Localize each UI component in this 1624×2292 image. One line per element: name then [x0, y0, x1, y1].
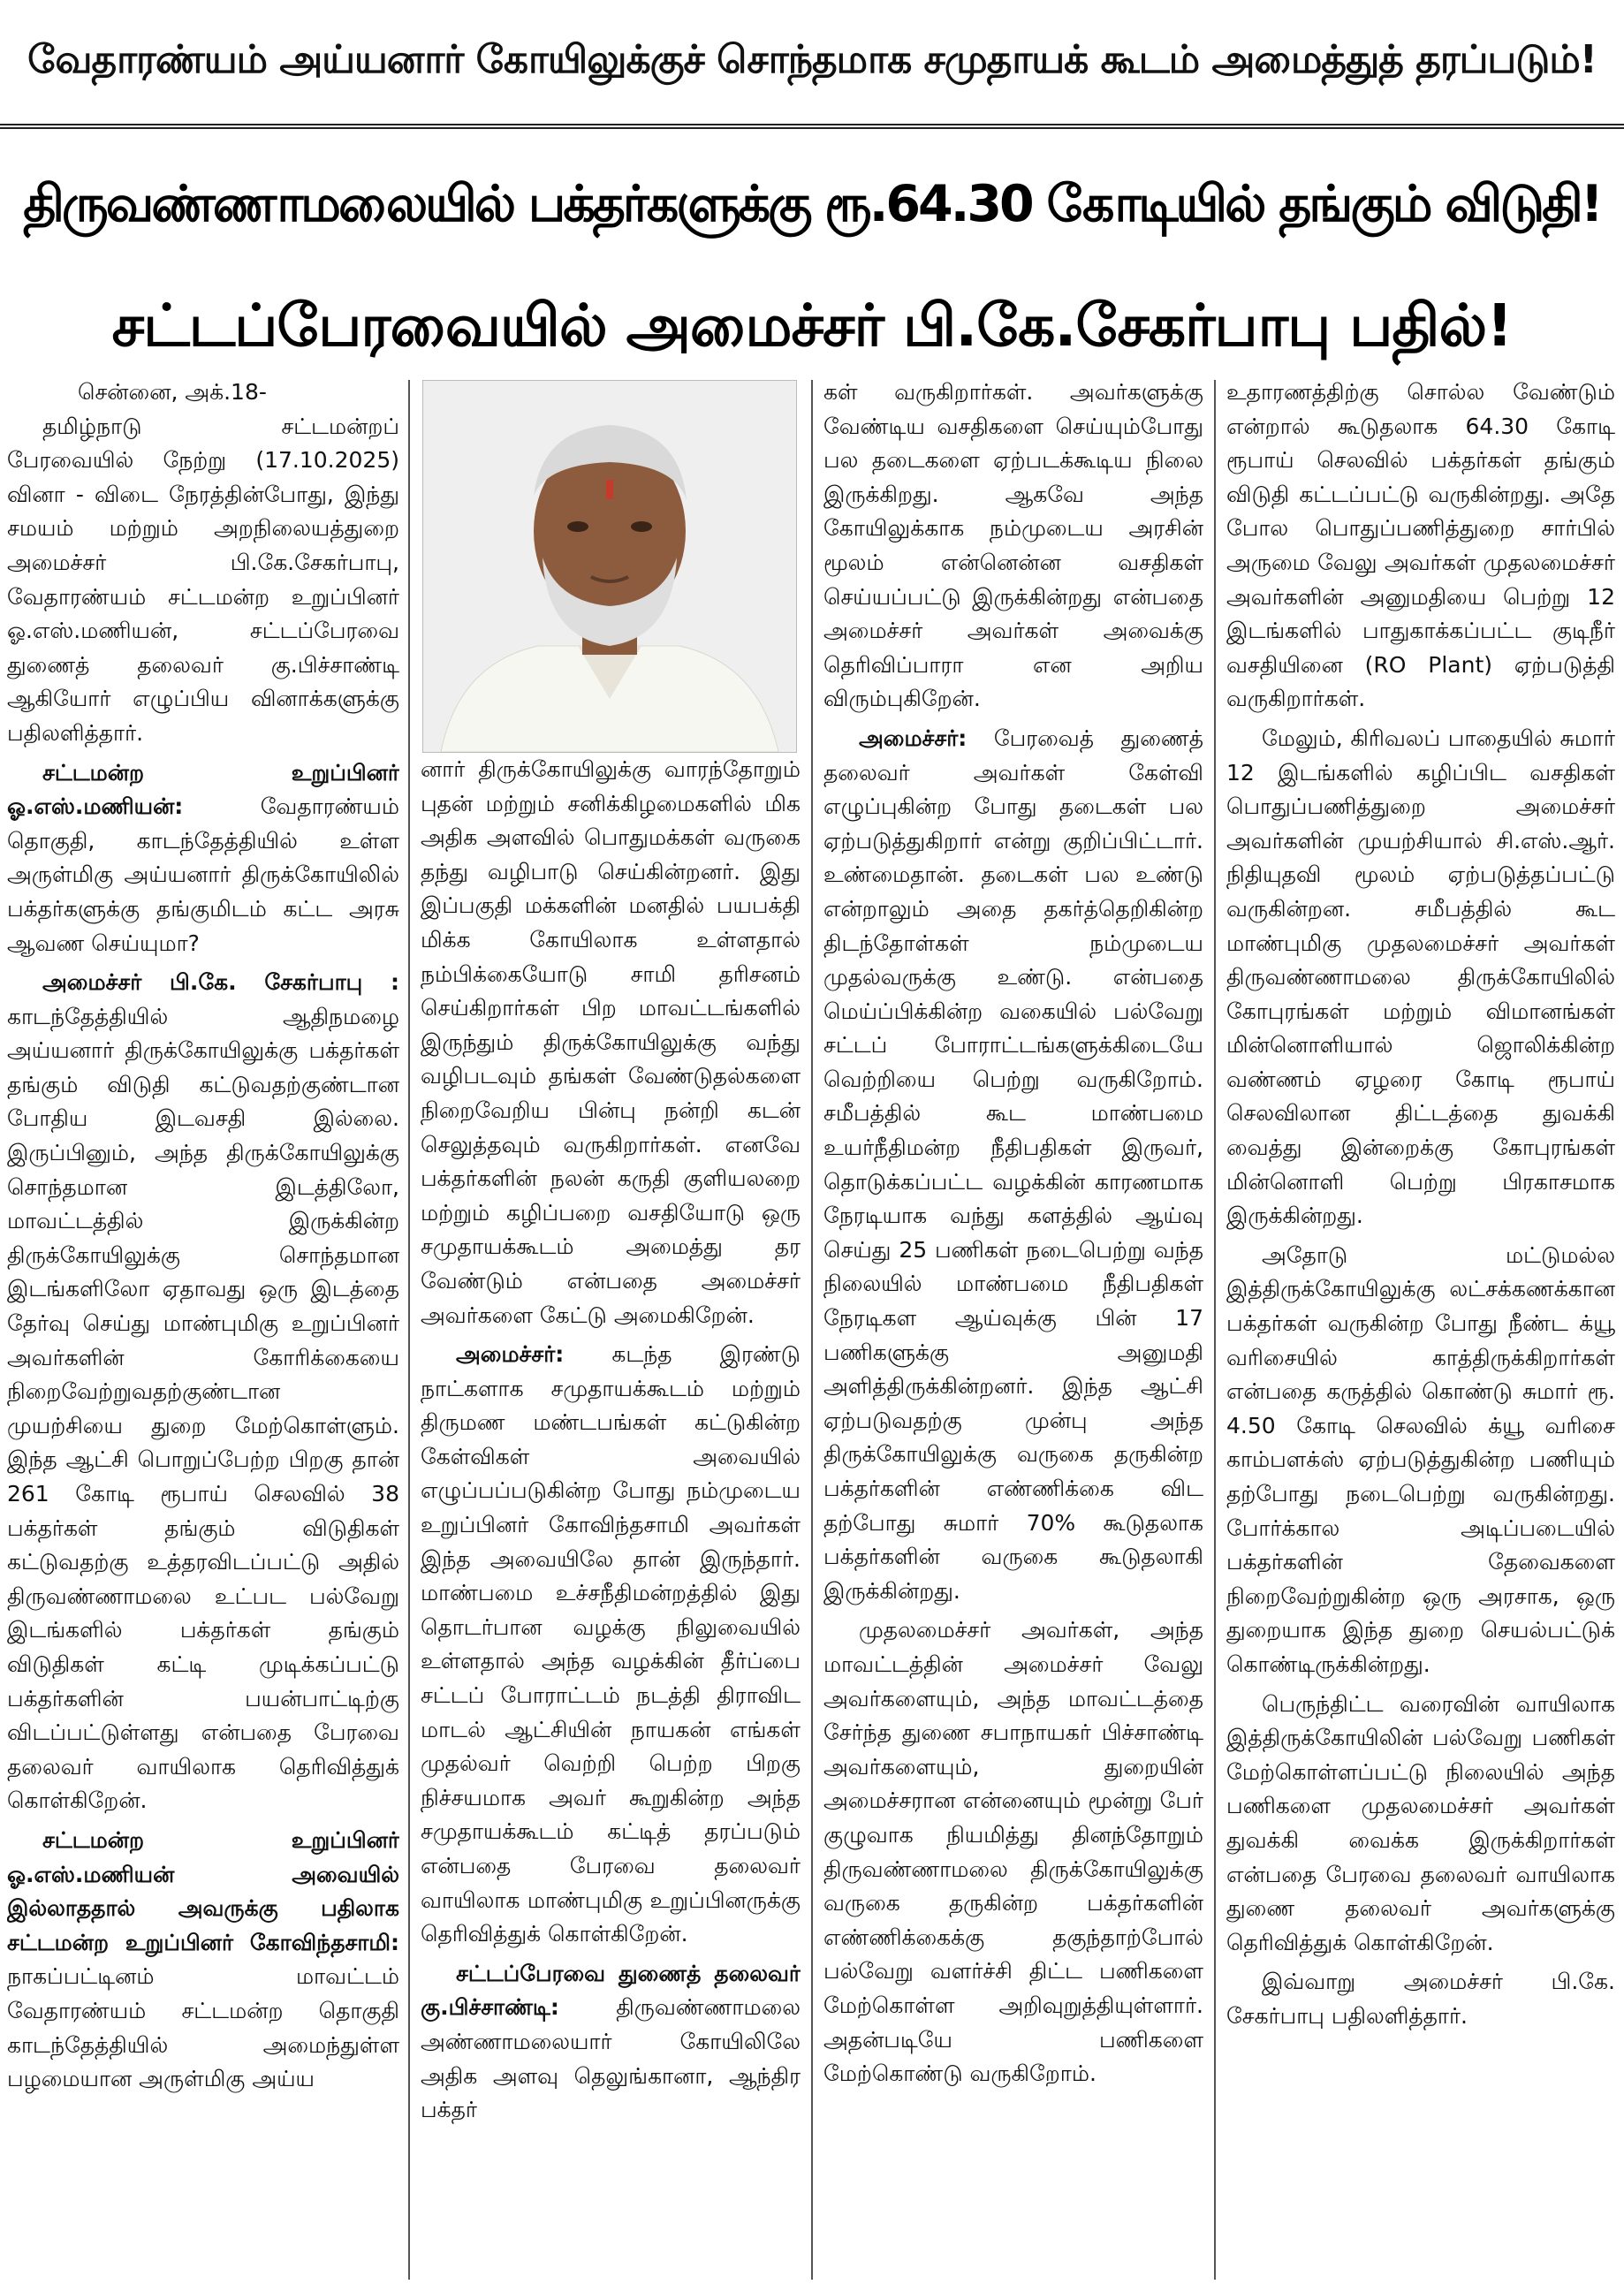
paragraph	[1226, 1239, 1615, 1682]
article-column-4	[1226, 376, 1615, 2284]
paragraph-text: காடந்தேத்தியில் ஆதிநமழை அய்யனார் திருக்கோயிலுக்கு பக்தர்கள் தங்கும் விடுதி கட்டுவதற்குண்டான போதிய இடவசதி இல்லை. இருப்பினும், அந்த திருக்கோயிலுக்கு சொந்தமான இடத்திலோ, மாவட்டத்தில் இருக்கின்ற திருக்கோயிலுக்கு சொந்தமான இடங்களிலோ ஏதாவது ஒரு இடத்தை தேர்வு செய்து மாண்புமிகு உறுப்பினர் அவர்களின் கோரிக்கையை நிறைவேற்றுவதற்குண்டான முயற்சியை துறை மேற்கொள்ளும். இந்த ஆட்சி பொறுப்பேற்ற பிறகு தான் 261 கோடி ரூபாய் செலவில் 38 பக்தர்கள் தங்கும் விடுதிகள் கட்டுவதற்கு உத்தரவிடப்பட்டு அதில் திருவண்ணாமலை உட்பட பல்வேறு இடங்களில் பக்தர்கள் தங்கும் விடுதிகள் கட்டி முடிக்கப்பட்டு பக்தர்களின் பயன்பாட்டிற்கு விடப்பட்டுள்ளது என்பதை பேரவை தலைவர் வாயிலாக தெரிவித்துக் கொள்கிறேன்.	[7, 1003, 399, 1814]
paragraph	[823, 376, 1203, 717]
speaker-label: சட்டமன்ற உறுப்பினர் ஓ.எஸ்.மணியன் அவையில் இல்லாததால் அவருக்கு பதிலாக சட்டமன்ற உறுப்பினர் கோவிந்தசாமி:	[7, 1826, 399, 1955]
paragraph	[421, 1338, 801, 1952]
paragraph	[823, 1613, 1203, 2091]
paragraph	[1226, 722, 1615, 1233]
column-rule	[408, 380, 410, 2280]
paragraph	[7, 966, 399, 1818]
sub-headline-band	[0, 283, 1624, 376]
paragraph-text: கள் வருகிறார்கள். அவர்களுக்கு வேண்டிய வசதிகளை செய்யும்போது பல தடைகளை ஏற்படக்கூடிய நிலை இருக்கிறது. ஆகவே அந்த கோயிலுக்காக நம்முடைய அரசின் மூலம் என்னென்ன வசதிகள் செய்யப்பட்டு இருக்கின்றது என்பதை அமைச்சர் அவர்கள் அவைக்கு தெரிவிப்பாரா என அறிய விரும்புகிறேன்.	[823, 379, 1203, 712]
article-column-3	[823, 376, 1203, 2284]
paragraph-text: இவ்வாறு அமைச்சர் பி.கே. சேகர்பாபு பதிலளித்தார்.	[1226, 1969, 1615, 2029]
speaker-label: சட்டப்பேரவை துணைத் தலைவர் கு.பிச்சாண்டி:	[421, 1960, 801, 2021]
paragraph-text: வேதாரண்யம் தொகுதி, காடந்தேத்தியில் உள்ள அருள்மிகு அய்யனார் திருக்கோயிலில் பக்தர்களுக்கு தங்குமிடம் கட்ட அரசு ஆவண செய்யுமா?	[7, 793, 399, 956]
article-column-2	[421, 753, 801, 2286]
speaker-label: சட்டமன்ற உறுப்பினர் ஓ.எஸ்.மணியன்:	[7, 759, 399, 820]
paragraph-text: உதாரணத்திற்கு சொல்ல வேண்டும் என்றால் கூடுதலாக 64.30 கோடி ரூபாய் செலவில் பக்தர்கள் தங்கும் விடுதி கட்டப்பட்டு வருகின்றது. அதே போல பொதுப்பணித்துறை சார்பில் அருமை வேலு அவர்கள் முதலமைச்சர் அவர்களின் அனுமதியை பெற்று 12 இடங்களில் பாதுகாக்கப்பட்ட குடிநீர் வசதியினை (RO Plant) ஏற்படுத்தி வருகிறார்கள்.	[1226, 379, 1615, 712]
sub-headline: சட்டப்பேரவையில் அமைச்சர் பி.கே.சேகர்பாபு பதில்!	[111, 291, 1513, 360]
paragraph-text: னார் திருக்கோயிலுக்கு வாரந்தோறும் புதன் மற்றும் சனிக்கிழமைகளில் மிக அதிக அளவில் பொதுமக்கள் வருகை தந்து வழிபாடு செய்கின்றனர். இது இப்பகுதி மக்களின் மனதில் பயபக்தி மிக்க கோயிலாக உள்ளதால் நம்பிக்கையோடு சாமி தரிசனம் செய்கிறார்கள் பிற மாவட்டங்களில் இருந்தும் திருக்கோயிலுக்கு வந்து வழிபடவும் தங்கள் வேண்டுதல்களை நிறைவேறிய பின்பு நன்றி கடன் செலுத்தவும் வருகிறார்கள். எனவே பக்தர்களின் நலன் கருதி குளியலறை மற்றும் கழிப்பறை வசதியோடு ஒரு சமுதாயக்கூடம் அமைத்து தர வேண்டும் என்பதை அமைச்சர் அவர்களை கேட்டு அமைகிறேன்.	[421, 756, 801, 1328]
speaker-label: அமைச்சர்:	[456, 1341, 565, 1368]
paragraph-text: கடந்த இரண்டு நாட்களாக சமுதாயக்கூடம் மற்றும் திருமண மண்டபங்கள் கட்டுகின்ற கேள்விகள் அவையில் எழுப்பப்படுகின்ற போது நம்முடைய உறுப்பினர் கோவிந்தசாமி அவர்கள் இந்த அவையிலே தான் இருந்தார். மாண்பமை உச்சநீதிமன்றத்தில் இது தொடர்பான வழக்கு நிலுவையில் உள்ளதால் அந்த வழக்கின் தீர்ப்பை சட்டப் போராட்டம் நடத்தி திராவிட மாடல் ஆட்சியின் நாயகன் எங்கள் முதல்வர் வெற்றி பெற்ற பிறகு நிச்சயமாக அவர் கூறுகின்ற அந்த சமுதாயக்கூடம் கட்டித் தரப்படும் என்பதை பேரவை தலைவர் வாயிலாக மாண்புமிகு உறுப்பினருக்கு தெரிவித்துக் கொள்கிறேன்.	[421, 1341, 801, 1947]
column-rule	[811, 380, 813, 2280]
paragraph	[7, 376, 399, 751]
paragraph	[823, 722, 1203, 1608]
main-headline: திருவண்ணாமலையில் பக்தர்களுக்கு ரூ.64.30 கோடியில் தங்கும் விடுதி!	[23, 175, 1601, 233]
paragraph-text: நாகப்பட்டினம் மாவட்டம் வேதாரண்யம் சட்டமன்ற தொகுதி காடந்தேத்தியில் அமைந்துள்ள பழமையான அருள்மிகு அய்ய	[7, 1963, 399, 2092]
paragraph	[1226, 1965, 1615, 2033]
article-column-1	[7, 376, 399, 2284]
speaker-label: அமைச்சர்:	[859, 725, 968, 751]
paragraph	[1226, 1688, 1615, 1961]
paragraph-text: திருவண்ணாமலை அண்ணாமலையார் கோயிலிலே அதிக அளவு தெலுங்கானா, ஆந்திர பக்தர்	[421, 1994, 801, 2123]
speaker-label: அமைச்சர் பி.கே. சேகர்பாபு :	[42, 969, 399, 996]
paragraph	[1226, 376, 1615, 717]
paragraph	[421, 753, 801, 1332]
paragraph	[421, 1957, 801, 2128]
paragraph	[7, 756, 399, 961]
paragraph-text: பெருந்திட்ட வரைவின் வாயிலாக இத்திருக்கோயிலின் பல்வேறு பணிகள் மேற்கொள்ளப்பட்டு நிலையில் அந்த பணிகளை முதலமைச்சர் அவர்கள் துவக்கி வைக்க இருக்கிறார்கள் என்பதை பேரவை தலைவர் வாயிலாக துணை தலைவர் அவர்களுக்கு தெரிவித்துக் கொள்கிறேன்.	[1226, 1690, 1615, 1955]
paragraph	[7, 1824, 399, 2097]
paragraph-text: அதோடு மட்டுமல்ல இத்திருக்கோயிலுக்கு லட்சக்கணக்கான பக்தர்கள் வருகின்ற போது நீண்ட க்யூ வரிசையில் காத்திருக்கிறார்கள் என்பதை கருத்தில் கொண்டு சுமார் ரூ. 4.50 கோடி செலவில் க்யூ வரிசை காம்பளக்ஸ் ஏற்படுத்துகின்ற பணியும் தற்போது நடைபெற்று வருகின்றது. போர்க்கால அடிப்படையில் பக்தர்களின் தேவைகளை நிறைவேற்றுகின்ற ஒரு அரசாக, ஒரு துறையாக இந்த துறை செயல்பட்டுக் கொண்டிருக்கின்றது.	[1226, 1241, 1615, 1677]
paragraph-text: தமிழ்நாடு சட்டமன்றப் பேரவையில் நேற்று (17.10.2025) வினா - விடை நேரத்தின்போது, இந்து சமயம் மற்றும் அறநிலையத்துறை அமைச்சர் பி.கே.சேகர்பாபு, வேதாரண்யம் சட்டமன்ற உறுப்பினர் ஓ.எஸ்.மணியன், சட்டப்பேரவை துணைத் தலைவர் கு.பிச்சாண்டி ஆகியோர் எழுப்பிய வினாக்களுக்கு பதிலளித்தார்.	[7, 413, 399, 746]
dateline: சென்னை, அக்.18-	[78, 379, 267, 405]
portrait-photo-icon	[423, 381, 796, 752]
portrait-photo	[422, 380, 797, 753]
top-headline: வேதாரண்யம் அய்யனார் கோயிலுக்குச் சொந்தமாக சமுதாயக் கூடம் அமைத்துத் தரப்படும்!	[27, 36, 1597, 82]
paragraph-text: பேரவைத் துணைத் தலைவர் அவர்கள் கேள்வி எழுப்புகின்ற போது தடைகள் பல ஏற்படுத்துகிறார் என்று குறிப்பிட்டார். உண்மைதான். தடைகள் பல உண்டு என்றாலும் அதை தகர்த்தெறிகின்ற திடந்தோள்கள் நம்முடைய முதல்வருக்கு உண்டு. என்பதை மெய்ப்பிக்கின்ற வகையில் பல்வேறு சட்டப் போராட்டங்களுக்கிடையே வெற்றியை பெற்று வருகிறோம். சமீபத்தில் கூட மாண்பமை உயர்நீதிமன்ற நீதிபதிகள் இருவர், தொடுக்கப்பட்ட வழக்கின் காரணமாக நேரடியாக வந்து களத்தில் ஆய்வு செய்து 25 பணிகள் நடைபெற்று வந்த நிலையில் மாண்பமை நீதிபதிகள் நேரடிகள ஆய்வுக்கு பின் 17 பணிகளுக்கு அனுமதி அளித்திருக்கின்றனர். இந்த ஆட்சி ஏற்படுவதற்கு முன்பு அந்த திருக்கோயிலுக்கு வருகை தருகின்ற பக்தர்களின் எண்ணிக்கை விட தற்போது சுமார் 70% கூடுதலாக பக்தர்களின் வருகை கூடுதலாகி இருக்கின்றது.	[823, 725, 1203, 1604]
paragraph-text: முதலமைச்சர் அவர்கள், அந்த மாவட்டத்தின் அமைச்சர் வேலு அவர்களையும், அந்த மாவட்டத்தை சேர்ந்த துணை சபாநாயகர் பிச்சாண்டி அவர்களையும், துறையின் அமைச்சரான என்னையும் மூன்று பேர் குழுவாக நியமித்து தினந்தோறும் திருவண்ணாமலை திருக்கோயிலுக்கு வருகை தருகின்ற பக்தர்களின் எண்ணிக்கைக்கு தகுந்தாற்போல் பல்வேறு வளர்ச்சி திட்ட பணிகளை மேற்கொள்ள அறிவுறுத்தியுள்ளார். அதன்படியே பணிகளை மேற்கொண்டு வருகிறோம்.	[823, 1617, 1203, 2087]
paragraph-text: மேலும், கிரிவலப் பாதையில் சுமார் 12 இடங்களில் கழிப்பிட வசதிகள் பொதுப்பணித்துறை அமைச்சர் அவர்களின் முயற்சியால் சி.எஸ்.ஆர். நிதியுதவி மூலம் ஏற்படுத்தப்பட்டு வருகின்றன. சமீபத்தில் கூட மாண்புமிகு முதலமைச்சர் அவர்கள் திருவண்ணாமலை திருக்கோயிலில் கோபுரங்கள் மற்றும் விமானங்கள் மின்னொளியால் ஜொலிக்கின்ற வண்ணம் ஏழரை கோடி ரூபாய் செலவிலான திட்டத்தை துவக்கி வைத்து இன்றைக்கு கோபுரங்கள் மின்னொளி பெற்று பிரகாசமாக இருக்கின்றது.	[1226, 725, 1615, 1229]
column-rule	[1214, 380, 1216, 2280]
top-headline-band	[0, 0, 1624, 129]
main-headline-band	[0, 133, 1624, 283]
